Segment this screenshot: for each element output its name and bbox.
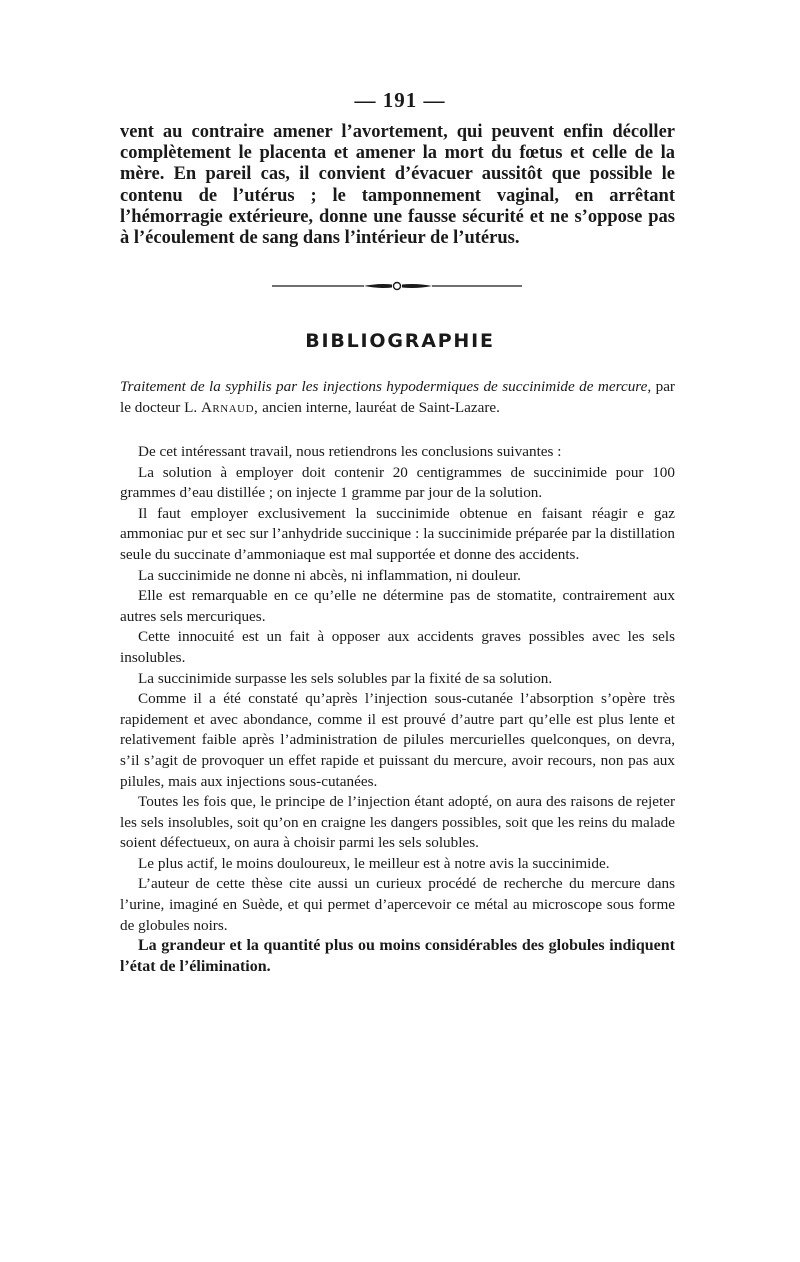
- paragraph: La succinimide ne donne ni abcès, ni inflammation, ni douleur.: [138, 566, 521, 584]
- paragraph: Il faut employer exclusivement la succinimide obtenue en faisant réagir e gaz ammoniac pur et sec sur l’anhydride succinique : la succinimide préparée par la distillation seule du succinate d’ammoniaque est mal supportée et donne des accidents.: [120, 504, 675, 563]
- ornamental-divider: [272, 278, 522, 294]
- continuation-paragraph: vent au contraire amener l’avortement, qui peuvent enfin décoller complètement le placenta et amener la mort du fœtus et celle de la mère. En pareil cas, il convient d’évacuer aussitôt que possible le contenu de l’utérus ; le tamponnement vaginal, en arrêtant l’hémorragie extérieure, donne une fausse sécurité et ne s’oppose pas à l’écoulement de sang dans l’intérieur de l’utérus.: [120, 122, 675, 249]
- bibliography-reference: [120, 377, 675, 418]
- reference-author: Arnaud,: [200, 398, 259, 416]
- page-number: — 191 —: [354, 88, 446, 112]
- paragraph: Le plus actif, le moins douloureux, le meilleur est à notre avis la succinimide.: [138, 854, 610, 872]
- paragraph: La solution à employer doit contenir 20 centigrammes de succinimide pour 100 grammes d’eau distillée ; on injecte 1 gramme par jour de la solution.: [120, 463, 675, 502]
- reference-by: par le docteur L.: [120, 378, 675, 416]
- paragraph: Elle est remarquable en ce qu’elle ne détermine pas de stomatite, contrairement aux autres sels mercuriques.: [120, 587, 675, 625]
- reference-title: Traitement de la syphilis par les injections hypodermiques de succinimide de mercure,: [120, 378, 652, 395]
- paragraph: L’auteur de cette thèse cite aussi un curieux procédé de recherche du mercure dans l’urine, imaginé en Suède, et qui permet d’apercevoir ce métal au microscope sous forme de globules noirs.: [120, 875, 675, 934]
- paragraph: Cette innocuité est un fait à opposer aux accidents graves possibles avec les sels insolubles.: [120, 628, 675, 666]
- paragraph: Comme il a été constaté qu’après l’injection sous-cutanée l’absorption s’opère très rapidement et avec abondance, comme il est prouvé d’autre part qu’elle est plus lente et relativement faible après l’administration de pilules mercurielles quelconques, on devra, s’il s’agit de provoquer un effet rapide et puissant du mercure, avoir recours, non pas aux pilules, mais aux injections sous-cutanées.: [120, 690, 675, 790]
- paragraph: Toutes les fois que, le principe de l’injection étant adopté, on aura des raisons de rejeter les sels insolubles, soit qu’on en craigne les dangers possibles, soit que les reins du malade soient défectueux, on aura à choisir parmi les sels solubles.: [120, 793, 675, 852]
- paragraph: De cet intéressant travail, nous retiendrons les conclusions suivantes :: [138, 443, 562, 460]
- final-paragraph: La grandeur et la quantité plus ou moins considérables des globules indiquent l’état de l’élimination.: [120, 937, 675, 975]
- section-title: BIBLIOGRAPHIE: [305, 330, 495, 352]
- paragraph: La succinimide surpasse les sels solubles par la fixité de sa solution.: [138, 669, 553, 687]
- body-paragraphs: [120, 442, 675, 977]
- reference-rest: ancien interne, lauréat de Saint-Lazare.: [258, 398, 500, 416]
